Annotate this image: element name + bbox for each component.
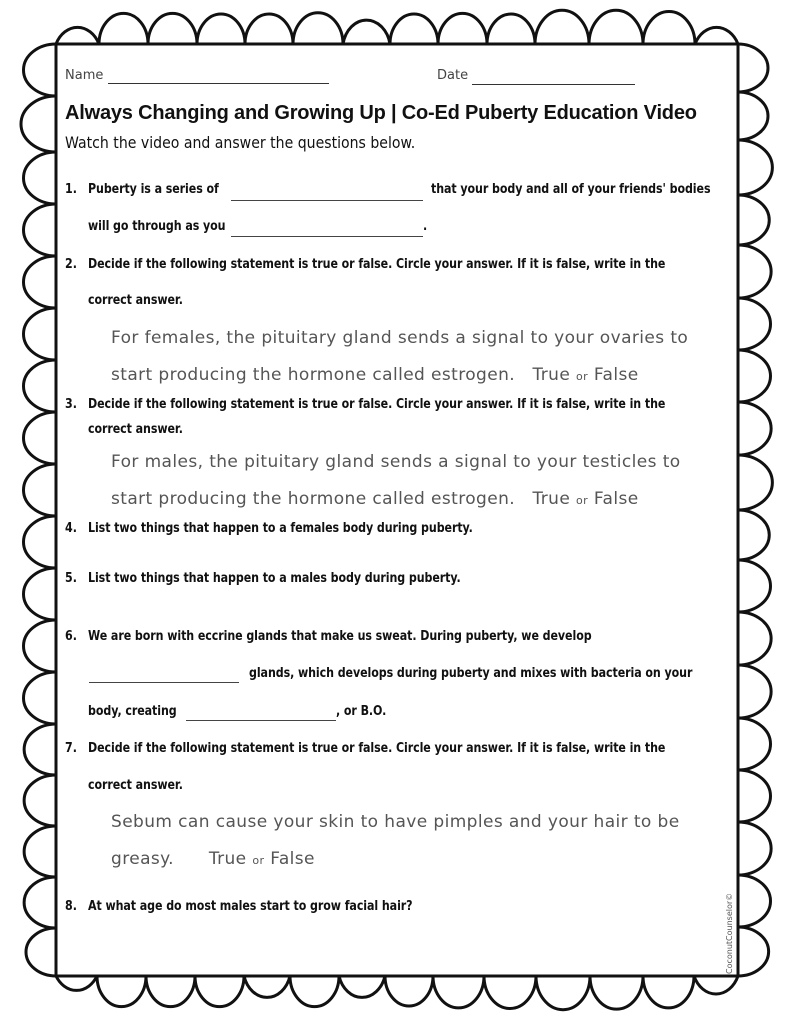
copyright-watermark: CoconutCounselor© — [725, 892, 734, 974]
question-3-statement-line2 — [111, 489, 639, 509]
question-6-number: 6. — [65, 628, 77, 644]
instructions: Watch the video and answer the questions below. — [65, 133, 416, 152]
question-8-text: At what age do most males start to grow facial hair? — [88, 898, 413, 914]
question-1-blank-2[interactable] — [231, 236, 423, 237]
date-label: Date — [437, 68, 469, 83]
question-2-statement-line1: For females, the pituitary gland sends a signal to your ovaries to — [111, 328, 689, 348]
statement-text: greasy. — [111, 849, 174, 869]
name-label: Name — [65, 68, 104, 83]
question-7-number: 7. — [65, 740, 77, 756]
or-label: or — [576, 494, 589, 507]
question-1-blank-1[interactable] — [231, 200, 423, 201]
statement-text: start producing the hormone called estrogen. — [111, 489, 516, 509]
question-6-line1: We are born with eccrine glands that make us sweat. During puberty, we develop — [88, 628, 592, 644]
page-title: Always Changing and Growing Up | Co-Ed Puberty Education Video — [65, 102, 697, 124]
question-5-number: 5. — [65, 570, 77, 586]
question-7-statement-line1: Sebum can cause your skin to have pimples and your hair to be — [111, 812, 680, 832]
or-label: or — [576, 370, 589, 383]
true-option[interactable]: True — [208, 849, 247, 869]
question-1-number: 1. — [65, 181, 77, 197]
name-field-row — [65, 68, 103, 83]
question-3-statement-line1: For males, the pituitary gland sends a signal to your testicles to — [111, 452, 681, 472]
false-option[interactable]: False — [270, 849, 315, 869]
true-option[interactable]: True — [532, 365, 571, 385]
question-1-line1-end: that your body and all of your friends' bodies — [431, 181, 711, 197]
statement-text: start producing the hormone called estrogen. — [111, 365, 516, 385]
name-input-line[interactable] — [108, 83, 329, 84]
question-7-instructions: Decide if the following statement is true or false. Circle your answer. If it is false, write in the — [88, 740, 666, 756]
date-field-row — [437, 68, 468, 83]
question-1-line1-start: Puberty is a series of — [88, 181, 219, 197]
question-1-line2-start: will go through as you — [88, 218, 226, 234]
question-6-line3-start: body, creating — [88, 703, 177, 719]
question-4-text: List two things that happen to a females body during puberty. — [88, 520, 473, 536]
question-2-statement-line2 — [111, 365, 639, 385]
question-2-instructions-cont: correct answer. — [88, 292, 183, 308]
false-option[interactable]: False — [593, 365, 639, 385]
question-2-number: 2. — [65, 256, 77, 272]
or-label: or — [252, 854, 265, 867]
question-8-number: 8. — [65, 898, 77, 914]
date-input-line[interactable] — [472, 84, 635, 85]
question-7-instructions-cont: correct answer. — [88, 777, 183, 793]
question-1-line2-end: . — [423, 218, 428, 234]
true-option[interactable]: True — [532, 489, 571, 509]
question-6-blank-2[interactable] — [186, 720, 336, 721]
question-4-number: 4. — [65, 520, 77, 536]
question-6-blank-1[interactable] — [89, 682, 239, 683]
question-3-instructions: Decide if the following statement is true or false. Circle your answer. If it is false, write in the — [88, 396, 666, 412]
question-3-number: 3. — [65, 396, 77, 412]
question-6-line3-end: , or B.O. — [336, 703, 387, 719]
false-option[interactable]: False — [593, 489, 639, 509]
question-6-line2: glands, which develops during puberty and mixes with bacteria on your — [249, 665, 693, 681]
question-5-text: List two things that happen to a males body during puberty. — [88, 570, 461, 586]
question-7-statement-line2 — [111, 849, 315, 869]
question-3-instructions-cont: correct answer. — [88, 421, 183, 437]
question-2-instructions: Decide if the following statement is true or false. Circle your answer. If it is false, write in the — [88, 256, 666, 272]
